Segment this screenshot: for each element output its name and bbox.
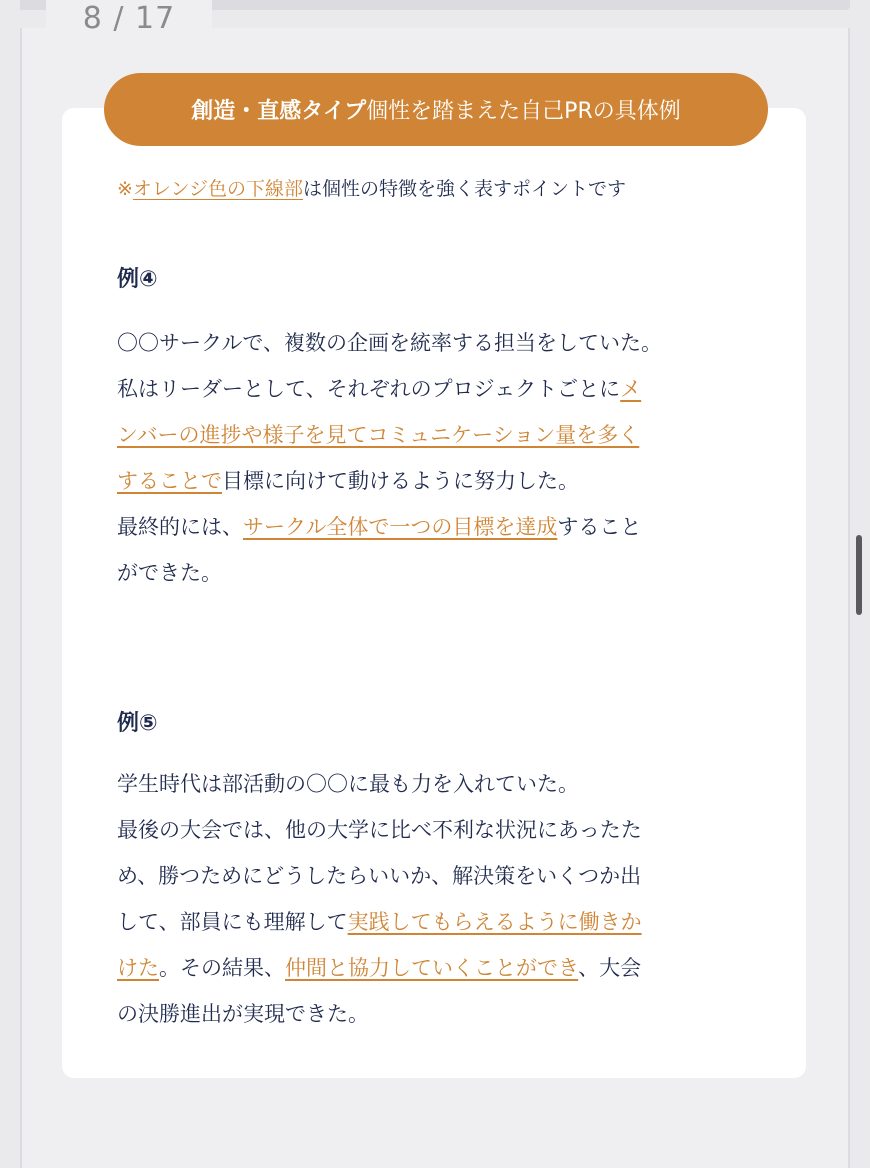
example-5-highlight: 仲間と協力していくことができ <box>285 956 579 980</box>
example-5-line: 学生時代は部活動の〇〇に最も力を入れていた。 <box>117 772 579 796</box>
example-4-highlight: サークル全体で一つの目標を達成 <box>243 515 558 539</box>
example-5-text: 。その結果、 <box>159 956 285 980</box>
example-4-line: 〇〇サークルで、複数の企画を統率する担当をしていた。 <box>117 331 662 355</box>
example-5-text: して、部員にも理解して <box>117 910 348 934</box>
example-4-text: すること <box>557 515 642 539</box>
example-5-body <box>117 761 757 1037</box>
section-title <box>104 73 768 146</box>
example-4-heading: 例④ <box>117 267 158 292</box>
note-mark: ※ <box>117 178 133 200</box>
highlight-note <box>117 174 626 201</box>
example-5-line: の決勝進出が実現できた。 <box>117 1002 369 1026</box>
example-5-line <box>117 945 757 991</box>
page-indicator: 8 / 17 <box>46 0 212 36</box>
section-title-type: 創造・直感タイプ <box>191 99 367 124</box>
example-5-line: め、勝つためにどうしたらいいか、解決策をいくつか出 <box>117 864 642 888</box>
note-highlight-text: オレンジ色の下線部 <box>132 178 303 200</box>
example-5-text: 、大会 <box>578 956 642 980</box>
example-4-line <box>117 412 757 458</box>
example-4-text: 最終的には、 <box>117 515 243 539</box>
example-4-line <box>117 366 757 412</box>
section-title-rest: 個性を踏まえた自己PRの具体例 <box>366 99 681 124</box>
scrollbar-thumb[interactable] <box>856 535 862 615</box>
page-edge-left <box>20 0 46 10</box>
example-4-line <box>117 458 757 504</box>
example-4-text: 私はリーダーとして、それぞれのプロジェクトごとに <box>117 377 621 401</box>
example-5-highlight: 実践してもらえるように働きか <box>347 910 642 934</box>
example-4-line <box>117 504 757 550</box>
note-text: は個性の特徴を強く表すポイントです <box>302 178 626 200</box>
example-4-body <box>117 320 757 596</box>
example-5-heading: 例⑤ <box>117 711 158 736</box>
previous-page-edge <box>212 0 850 10</box>
example-4-highlight: メ <box>620 377 642 401</box>
example-5-line: 最後の大会では、他の大学に比べ不利な状況にあったた <box>117 818 642 842</box>
example-5-line <box>117 899 757 945</box>
example-5-highlight: けた <box>117 956 159 980</box>
example-4-highlight: ンバーの進捗や様子を見てコミュニケーション量を多く <box>117 423 640 447</box>
example-4-line: ができた。 <box>117 561 222 585</box>
example-4-highlight: することで <box>117 469 222 493</box>
example-4-text: 目標に向けて動けるように努力した。 <box>222 469 579 493</box>
